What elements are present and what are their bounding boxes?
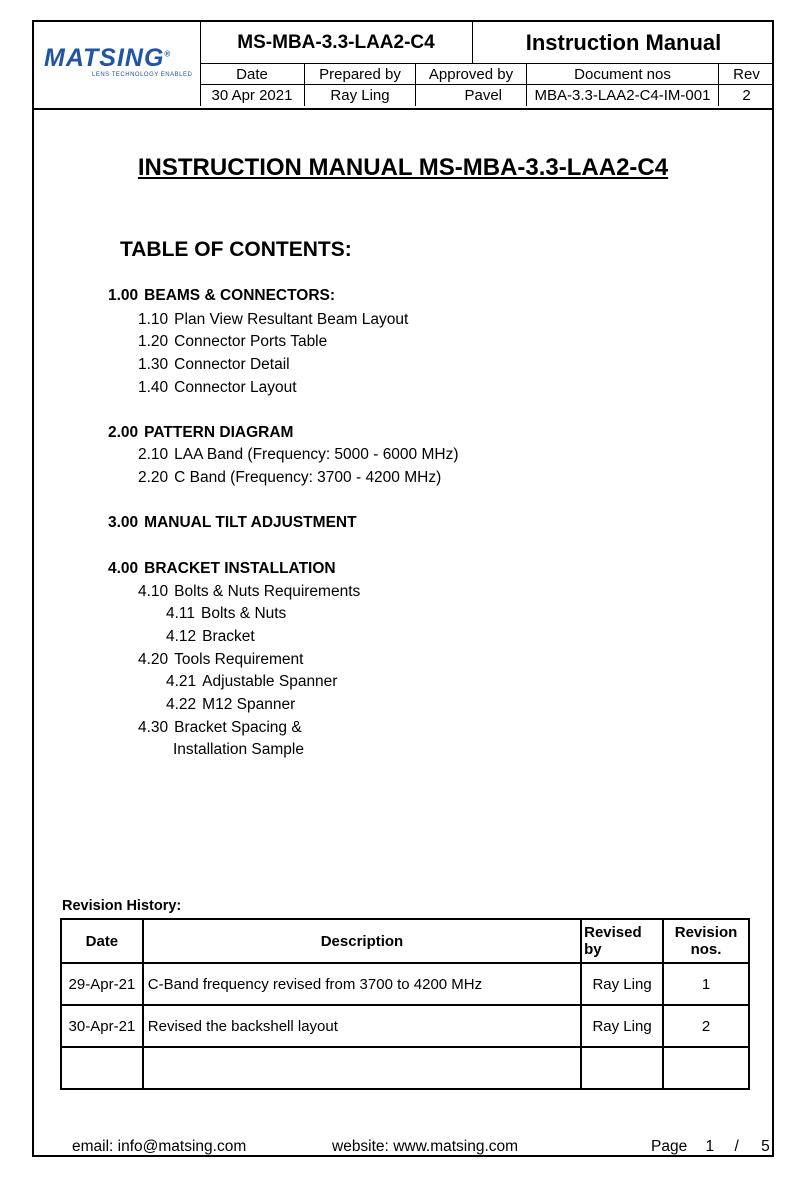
toc-entry-text: Installation Sample [173, 741, 304, 758]
date-value: 30 Apr 2021 [200, 85, 305, 106]
toc-entry[interactable] [138, 583, 360, 601]
revision-history-table [60, 918, 750, 1090]
toc-entry[interactable] [108, 560, 336, 578]
approved-by-label: Approved by [416, 64, 527, 85]
toc-entry-text: Bracket [202, 628, 255, 645]
toc-entry[interactable] [138, 311, 408, 329]
toc-entry-number: 4.22 [166, 696, 197, 713]
toc-entry-number: 1.20 [138, 333, 169, 350]
toc-entry[interactable] [166, 673, 337, 691]
table-row [61, 1005, 749, 1047]
toc-entry[interactable] [166, 605, 286, 623]
revision-date: 29-Apr-21 [61, 963, 143, 1005]
toc-entry[interactable] [138, 379, 297, 397]
rev-value: 2 [742, 87, 751, 104]
toc-entry[interactable] [108, 287, 335, 305]
toc-entry-text: M12 Spanner [202, 696, 296, 713]
toc-entry[interactable] [138, 741, 304, 759]
toc-entry-number: 3.00 [108, 514, 139, 531]
revision-number: 2 [663, 1005, 749, 1047]
page-number [651, 1138, 770, 1156]
page-current: 1 [705, 1138, 715, 1155]
toc-entry[interactable] [166, 696, 295, 714]
toc-heading: TABLE OF CONTENTS: [120, 238, 352, 261]
toc-entry[interactable] [138, 356, 290, 374]
revised-by: Ray Ling [581, 963, 663, 1005]
revision-description: C-Band frequency revised from 3700 to 4200 MHz [143, 963, 581, 1005]
revision-history-label: Revision History: [62, 898, 182, 914]
toc-entry-text: Bolts & Nuts Requirements [174, 583, 361, 600]
toc-entry-text: Connector Layout [174, 379, 297, 396]
toc-entry-number: 4.20 [138, 651, 169, 668]
revision-number: 1 [663, 963, 749, 1005]
date-label: Date [200, 64, 305, 85]
toc-entry[interactable] [166, 628, 255, 646]
table-row [61, 1047, 749, 1089]
toc-entry[interactable] [138, 446, 459, 464]
rev-label: Rev [719, 64, 774, 85]
column-header: Date [61, 919, 143, 963]
toc-entry-text: Connector Ports Table [174, 333, 328, 350]
column-header: Revised by [581, 919, 663, 963]
revised-by [581, 1047, 663, 1089]
toc-entry-text: Adjustable Spanner [202, 673, 338, 690]
toc-entry-number: 2.00 [108, 424, 139, 441]
email-link[interactable]: info@matsing.com [117, 1138, 247, 1155]
logo-tagline: LENS TECHNOLOGY ENABLED [92, 72, 193, 78]
revision-date: 30-Apr-21 [61, 1005, 143, 1047]
revision-description [143, 1047, 581, 1089]
toc-entry[interactable] [108, 514, 357, 532]
document-type: Instruction Manual [473, 22, 774, 64]
toc-entry[interactable] [138, 469, 441, 487]
document-nos-label: Document nos [527, 64, 719, 85]
email-label: email: [72, 1138, 114, 1155]
page-label: Page [651, 1138, 688, 1155]
toc-entry-text: Tools Requirement [174, 651, 304, 668]
toc-entry-number: 1.00 [108, 287, 139, 304]
document-nos-value: MBA-3.3-LAA2-C4-IM-001 [527, 85, 719, 106]
footer-website [332, 1138, 518, 1156]
toc-entry-number: 1.30 [138, 356, 169, 373]
toc-entry-number: 2.20 [138, 469, 169, 486]
toc-entry-text: PATTERN DIAGRAM [144, 424, 294, 441]
toc-entry-number: 4.12 [166, 628, 197, 645]
prepared-by-label: Prepared by [305, 64, 416, 85]
document-page [32, 20, 774, 1157]
toc-entry-number: 1.10 [138, 311, 169, 328]
toc-entry[interactable] [108, 424, 293, 442]
toc-entry-text: LAA Band (Frequency: 5000 - 6000 MHz) [174, 446, 459, 463]
column-header: Revision nos. [663, 919, 749, 963]
approved-by-value: Pavel [416, 85, 527, 106]
toc-entry-text: Bolts & Nuts [201, 605, 287, 622]
website-label: website: [332, 1138, 389, 1155]
toc-entry-text: Bracket Spacing & [174, 719, 302, 736]
column-header: Description [143, 919, 581, 963]
table-row [61, 963, 749, 1005]
toc-entry-text: C Band (Frequency: 3700 - 4200 MHz) [174, 469, 442, 486]
revision-date [61, 1047, 143, 1089]
prepared-by-value: Ray Ling [305, 85, 416, 106]
toc-entry-number: 1.40 [138, 379, 169, 396]
toc-entry-number: 4.11 [166, 605, 196, 622]
toc-entry[interactable] [138, 719, 302, 737]
toc-entry-text: Plan View Resultant Beam Layout [174, 311, 409, 328]
revised-by: Ray Ling [581, 1005, 663, 1047]
toc-entry-number: 4.30 [138, 719, 169, 736]
toc-entry-number: 4.10 [138, 583, 169, 600]
toc-entry-text: MANUAL TILT ADJUSTMENT [144, 514, 357, 531]
website-link[interactable]: www.matsing.com [393, 1138, 519, 1155]
page-separator: / [734, 1138, 739, 1155]
page-total: 5 [761, 1138, 770, 1155]
revision-number [663, 1047, 749, 1089]
page-title: INSTRUCTION MANUAL MS-MBA-3.3-LAA2-C4 [137, 154, 669, 181]
model-number: MS-MBA-3.3-LAA2-C4 [200, 22, 473, 64]
toc-entry-text: BRACKET INSTALLATION [144, 560, 336, 577]
toc-entry-number: 4.00 [108, 560, 139, 577]
toc-entry[interactable] [138, 651, 303, 669]
logo-registered-mark: ® [164, 49, 172, 59]
toc-entry-text: BEAMS & CONNECTORS: [144, 287, 336, 304]
logo-text: MATSING [44, 44, 165, 72]
table-header-row [61, 919, 749, 963]
toc-entry-text: Connector Detail [174, 356, 290, 373]
company-logo [34, 22, 201, 106]
toc-entry-number: 2.10 [138, 446, 169, 463]
toc-entry-number: 4.21 [166, 673, 197, 690]
document-header [34, 22, 772, 110]
revision-description: Revised the backshell layout [143, 1005, 581, 1047]
footer-email [72, 1138, 246, 1156]
toc-entry[interactable] [138, 333, 327, 351]
